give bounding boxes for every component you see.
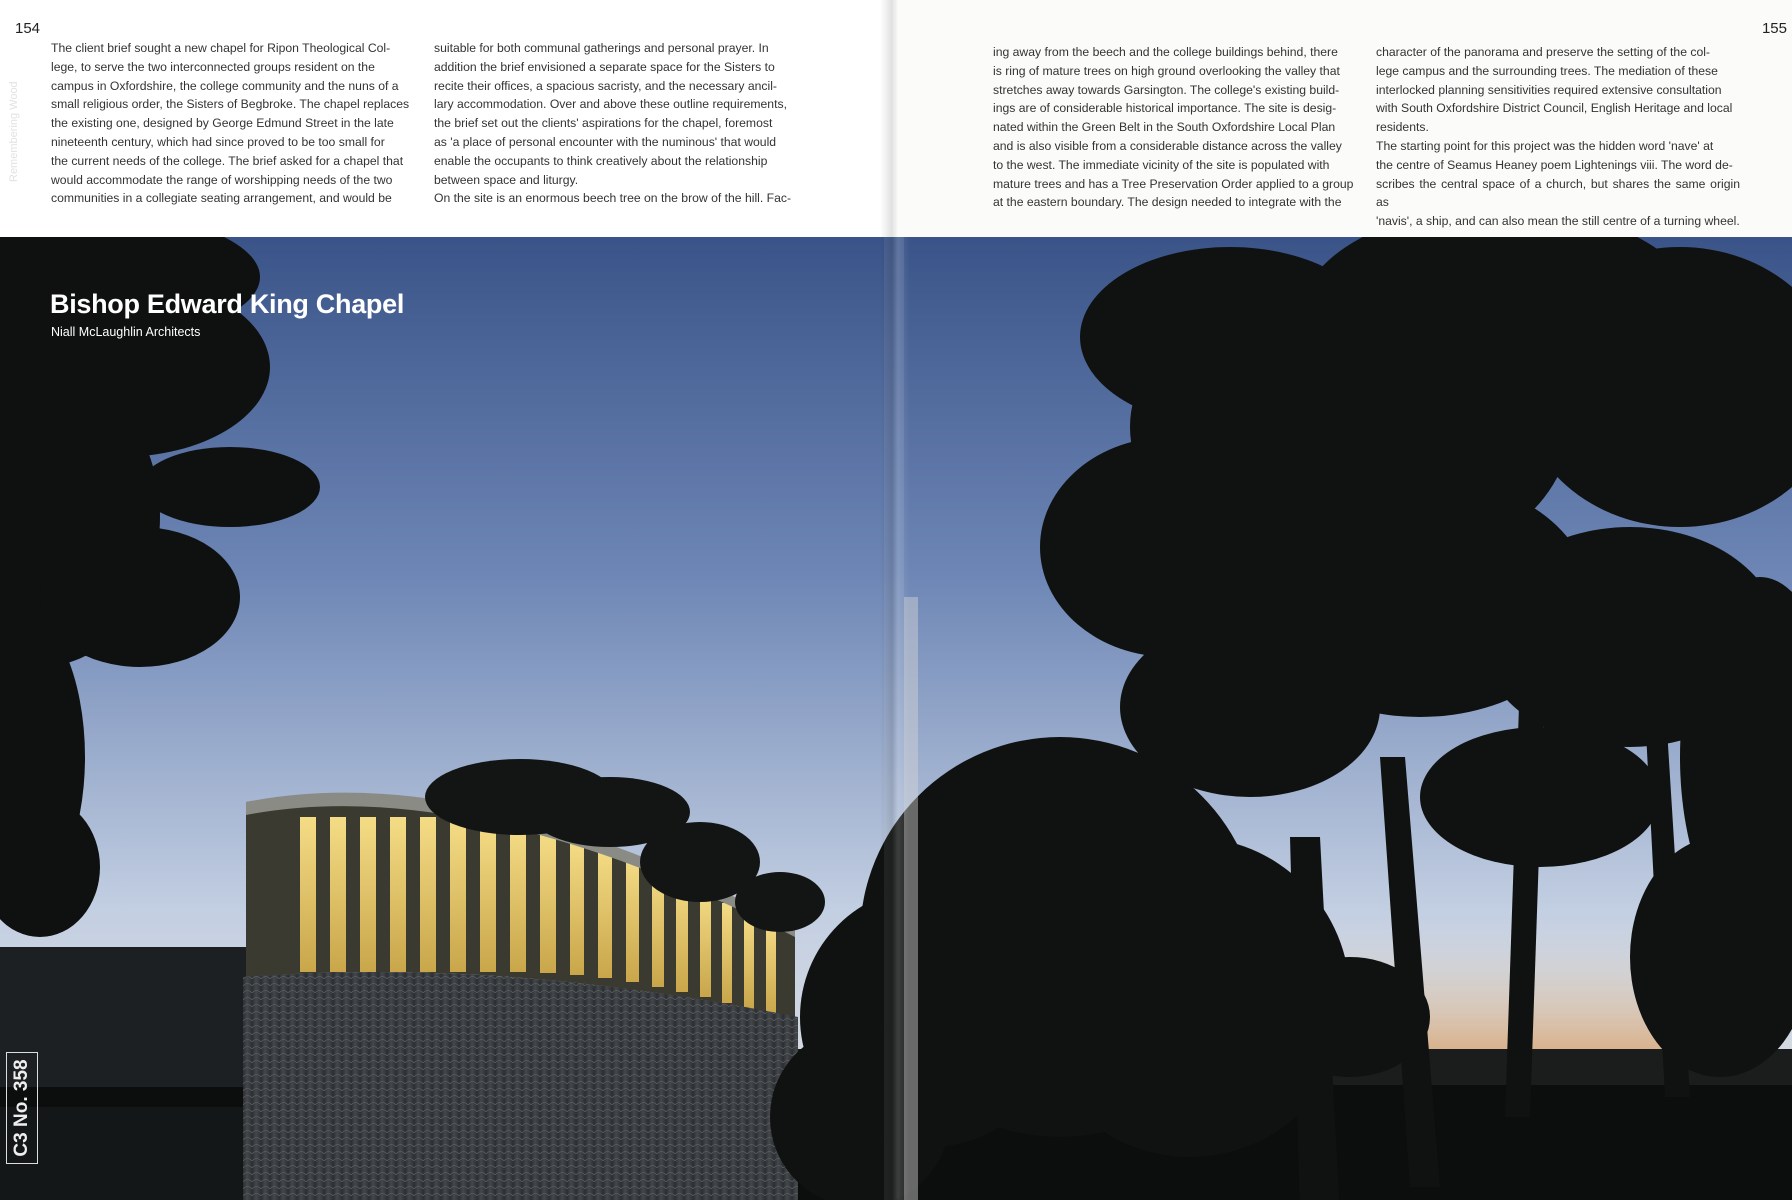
text-line: with South Oxfordshire District Council, English Heritage and local bbox=[1376, 101, 1733, 116]
page-number-left: 154 bbox=[15, 20, 41, 37]
text-line: at the eastern boundary. The design needed to integrate with the bbox=[993, 195, 1342, 210]
page-number-right: 155 bbox=[1761, 20, 1787, 37]
text-line: nineteenth century, which had since proved to be too small for bbox=[51, 134, 385, 149]
text-line: suitable for both communal gatherings and personal prayer. In bbox=[434, 41, 769, 55]
text-line: the existing one, designed by George Edmund Street in the late bbox=[51, 116, 394, 131]
article-title: Bishop Edward King Chapel bbox=[50, 289, 405, 319]
text-line: stretches away towards Garsington. The college's existing build- bbox=[993, 82, 1340, 97]
text-line: to the west. The immediate vicinity of the site is populated with bbox=[993, 157, 1330, 172]
text-line: and is also visible from a considerable distance across the valley bbox=[993, 138, 1342, 153]
text-line: interlocked planning sensitivities required extensive consultation bbox=[1376, 82, 1722, 97]
text-line: is ring of mature trees on high ground overlooking the valley that bbox=[993, 63, 1340, 78]
text-line: lege campus and the surrounding trees. The mediation of these bbox=[1376, 63, 1718, 78]
text-line: addition the brief envisioned a separate space for the Sisters to bbox=[434, 59, 775, 74]
text-line: communities in a collegiate seating arrangement, and would be bbox=[51, 191, 392, 206]
text-line: ings are of considerable historical importance. The site is desig- bbox=[993, 101, 1337, 116]
page-gutter bbox=[880, 0, 910, 1200]
issue-badge bbox=[6, 1052, 38, 1164]
text-line: small religious order, the Sisters of Begbroke. The chapel replaces bbox=[51, 97, 410, 112]
body-column-1 bbox=[51, 39, 419, 208]
text-line: lary accommodation. Over and above these outline requirements, bbox=[434, 97, 787, 112]
text-line: the centre of Seamus Heaney poem Lightenings viii. The word de- bbox=[1376, 157, 1733, 172]
text-line: The client brief sought a new chapel for Ripon Theological Col- bbox=[51, 41, 391, 55]
text-line: On the site is an enormous beech tree on the brow of the hill. Fac- bbox=[434, 191, 792, 206]
text-line: recite their offices, a spacious sacristy, and the necessary ancil- bbox=[434, 78, 777, 93]
issue-label: C3 No. 358 bbox=[11, 1059, 32, 1157]
text-line: nated within the Green Belt in the South Oxfordshire Local Plan bbox=[993, 120, 1336, 135]
text-line: between space and liturgy. bbox=[434, 172, 579, 187]
text-line: character of the panorama and preserve the setting of the col- bbox=[1376, 45, 1710, 59]
body-column-2 bbox=[434, 39, 800, 208]
text-line: campus in Oxfordshire, the college community and the nuns of a bbox=[51, 78, 399, 93]
text-line: would accommodate the range of worshipping needs of the two bbox=[51, 172, 393, 187]
body-column-3 bbox=[993, 43, 1358, 212]
text-line: the current needs of the college. The brief asked for a chapel that bbox=[51, 153, 404, 168]
text-line: mature trees and has a Tree Preservation Order applied to a group bbox=[993, 176, 1354, 191]
section-tab: Remembering Wood bbox=[8, 81, 20, 182]
article-subtitle: Niall McLaughlin Architects bbox=[51, 325, 201, 339]
text-line: The starting point for this project was the hidden word 'nave' at bbox=[1376, 138, 1714, 153]
text-line: enable the occupants to think creatively about the relationship bbox=[434, 153, 768, 168]
text-line: scribes the central space of a church, but shares the same origin as bbox=[1376, 176, 1740, 210]
text-line: as 'a place of personal encounter with the numinous' that would bbox=[434, 134, 777, 149]
text-line: residents. bbox=[1376, 120, 1429, 135]
text-line: lege, to serve the two interconnected groups resident on the bbox=[51, 59, 375, 74]
text-line: 'navis', a ship, and can also mean the still centre of a turning wheel. bbox=[1376, 214, 1740, 229]
text-line: the brief set out the clients' aspirations for the chapel, foremost bbox=[434, 116, 773, 131]
text-line: ing away from the beech and the college buildings behind, there bbox=[993, 45, 1338, 59]
body-column-4 bbox=[1376, 43, 1740, 231]
